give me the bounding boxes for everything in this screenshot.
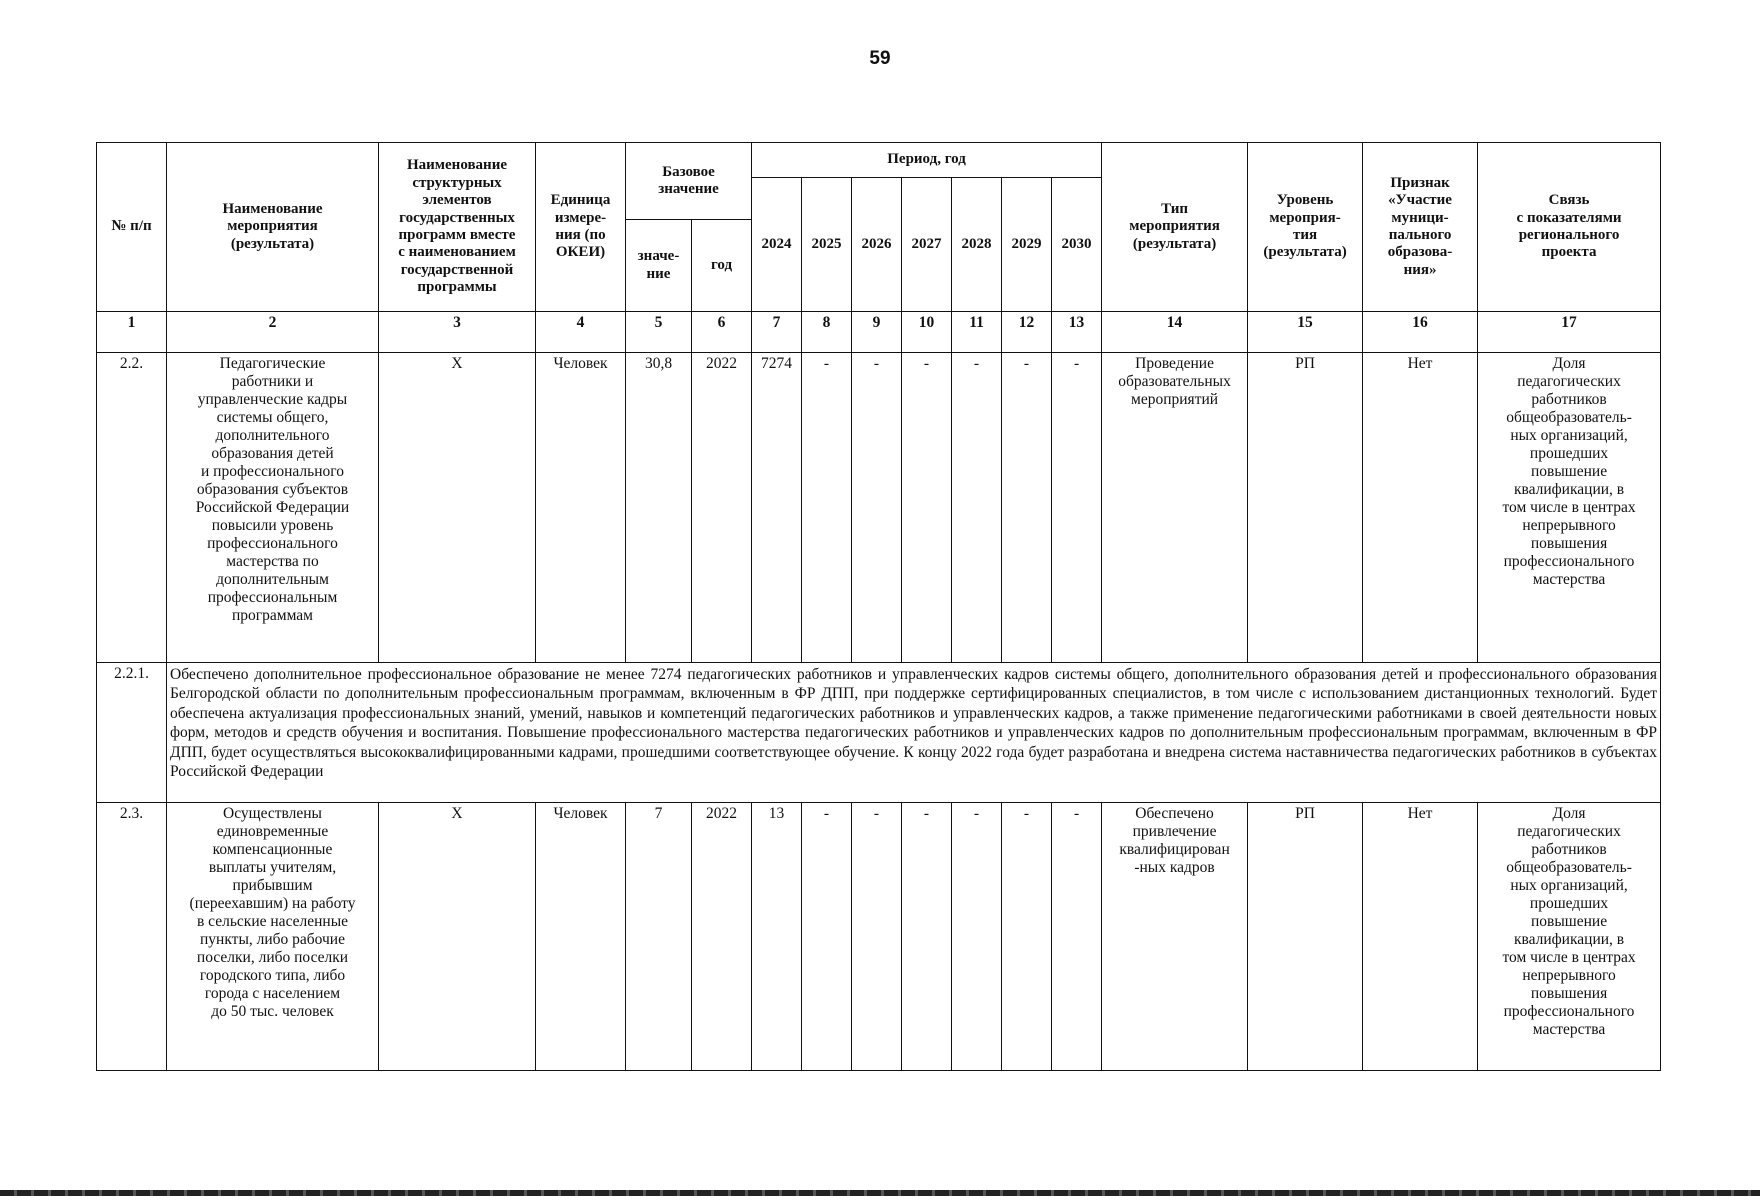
row-type: Обеспечено привлечение квалифицирован -ных кадров: [1102, 803, 1248, 1071]
row-year-value: -: [902, 803, 952, 1071]
header-structural: Наименование структурных элементов государственных программ вместе с наименованием государственной программы: [379, 143, 536, 312]
header-year: 2024: [752, 178, 802, 312]
scan-edge-divider: [0, 1190, 1760, 1196]
header-year: 2030: [1052, 178, 1102, 312]
row-year-value: -: [1052, 803, 1102, 1071]
row-year-value: -: [852, 803, 902, 1071]
header-base-value: значе- ние: [626, 220, 692, 312]
column-number: 7: [752, 312, 802, 353]
subrow-num: 2.2.1.: [97, 663, 167, 803]
row-link: Доля педагогических работников общеобразователь- ных организаций, прошедших повышение квалификации, в том числе в центрах непрерывного повышения профессионального мастерства: [1478, 353, 1661, 663]
row-structural: X: [379, 353, 536, 663]
column-number: 6: [692, 312, 752, 353]
header-year: 2028: [952, 178, 1002, 312]
column-number: 4: [536, 312, 626, 353]
row-year-value: 13: [752, 803, 802, 1071]
row-year-value: 7274: [752, 353, 802, 663]
row-base-value: 7: [626, 803, 692, 1071]
header-type: Тип мероприятия (результата): [1102, 143, 1248, 312]
row-year-value: -: [802, 353, 852, 663]
row-year-value: -: [1002, 353, 1052, 663]
row-flag: Нет: [1363, 803, 1478, 1071]
header-num: № п/п: [97, 143, 167, 312]
row-unit: Человек: [536, 803, 626, 1071]
column-number: 17: [1478, 312, 1661, 353]
header-level: Уровень мероприя- тия (результата): [1248, 143, 1363, 312]
header-year: 2025: [802, 178, 852, 312]
header-base-year: год: [692, 220, 752, 312]
row-num: 2.3.: [97, 803, 167, 1071]
header-year: 2026: [852, 178, 902, 312]
row-name: Педагогические работники и управленческие кадры системы общего, дополнительного образования детей и профессионального образования субъектов Российской Федерации повысили уровень профессионального мастерства по дополнительным профессиональным программам: [167, 353, 379, 663]
row-link: Доля педагогических работников общеобразователь- ных организаций, прошедших повышение квалификации, в том числе в центрах непрерывного повышения профессионального мастерства: [1478, 803, 1661, 1071]
row-year-value: -: [852, 353, 902, 663]
row-flag: Нет: [1363, 353, 1478, 663]
header-period: Период, год: [752, 143, 1102, 178]
column-number: 1: [97, 312, 167, 353]
column-number: 5: [626, 312, 692, 353]
header-link: Связь с показателями регионального проекта: [1478, 143, 1661, 312]
row-year-value: -: [802, 803, 852, 1071]
column-number: 8: [802, 312, 852, 353]
column-number: 14: [1102, 312, 1248, 353]
table-row: [97, 803, 1661, 1071]
column-number: 11: [952, 312, 1002, 353]
column-number: 9: [852, 312, 902, 353]
table-row-description: [97, 663, 1661, 803]
table-row: [97, 353, 1661, 663]
page-number: 59: [869, 48, 891, 69]
column-number: 16: [1363, 312, 1478, 353]
row-year-value: -: [1052, 353, 1102, 663]
column-number: 12: [1002, 312, 1052, 353]
row-level: РП: [1248, 803, 1363, 1071]
row-base-year: 2022: [692, 353, 752, 663]
header-flag: Признак «Участие муници- пального образова- ния»: [1363, 143, 1478, 312]
column-number: 2: [167, 312, 379, 353]
header-year: 2029: [1002, 178, 1052, 312]
header-base: Базовое значение: [626, 143, 752, 220]
row-num: 2.2.: [97, 353, 167, 663]
row-year-value: -: [902, 353, 952, 663]
header-unit: Единица измере- ния (по ОКЕИ): [536, 143, 626, 312]
row-base-value: 30,8: [626, 353, 692, 663]
row-year-value: -: [1002, 803, 1052, 1071]
row-level: РП: [1248, 353, 1363, 663]
row-name: Осуществлены единовременные компенсационные выплаты учителям, прибывшим (переехавшим) на работу в сельские населенные пункты, либо рабочие поселки, либо поселки городского типа, либо города с населением до 50 тыс. человек: [167, 803, 379, 1071]
row-base-year: 2022: [692, 803, 752, 1071]
row-type: Проведение образовательных мероприятий: [1102, 353, 1248, 663]
column-number: 13: [1052, 312, 1102, 353]
column-number: 10: [902, 312, 952, 353]
row-year-value: -: [952, 353, 1002, 663]
column-number: 3: [379, 312, 536, 353]
activities-table: [96, 142, 1661, 1071]
row-year-value: -: [952, 803, 1002, 1071]
row-unit: Человек: [536, 353, 626, 663]
row-structural: X: [379, 803, 536, 1071]
header-year: 2027: [902, 178, 952, 312]
column-number: 15: [1248, 312, 1363, 353]
subrow-text: Обеспечено дополнительное профессиональное образование не менее 7274 педагогических работников и управленческих кадров системы общего, дополнительного образования детей и профессионального образования Белгородской области по дополнительным профессиональным программам, включенным в ФР ДПП, при поддержке сертифицированных специалистов, в том числе с использованием дистанционных технологий. Будет обеспечена актуализация профессиональных знаний, умений, навыков и компетенций педагогических работников и управленческих кадров, а также применение педагогическими работниками в своей деятельности новых форм, методов и средств обучения и воспитания. Повышение профессионального мастерства педагогических работников и управленческих кадров по дополнительным профессиональным программам, включенным в ФР ДПП, будет осуществляться высококвалифицированными кадрами, прошедшими соответствующее обучение. К концу 2022 года будет разработана и внедрена система наставничества педагогических работников в субъектах Российской Федерации: [167, 663, 1661, 803]
header-name: Наименование мероприятия (результата): [167, 143, 379, 312]
